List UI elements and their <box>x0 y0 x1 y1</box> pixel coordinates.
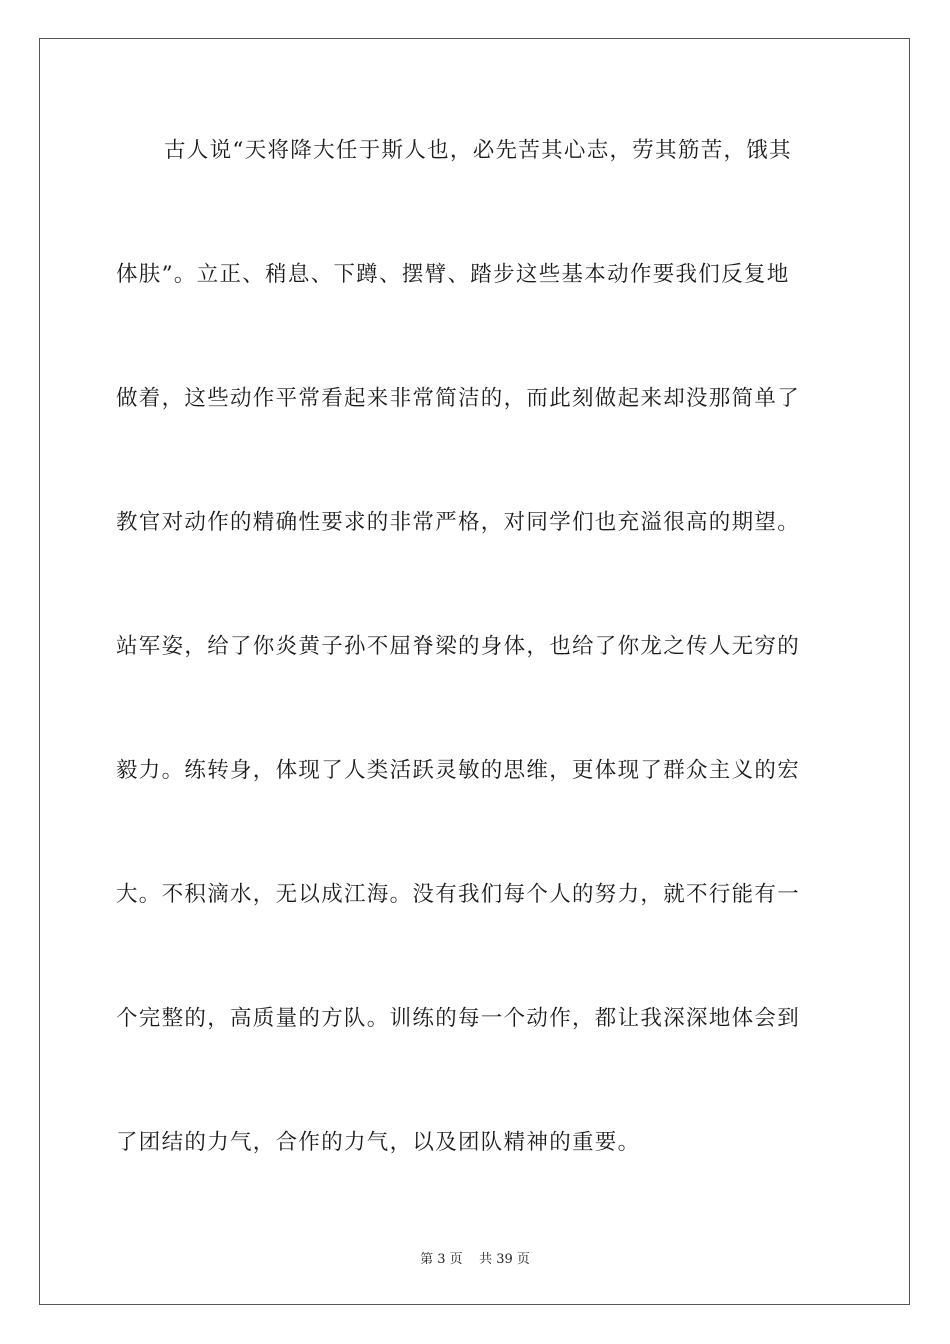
text-line-6: 毅力。练转身，体现了人类活跃灵敏的思维，更体现了群众主义的宏 <box>116 758 801 783</box>
page-number-footer: 第 3 页 共 39 页 <box>420 1252 530 1267</box>
text-line-1: 古人说“天将降大任于斯人也，必先苦其心志，劳其筋苦，饿其 <box>164 138 792 163</box>
text-line-3: 做着，这些动作平常看起来非常简洁的，而此刻做起来却没那简单了 <box>116 386 801 411</box>
body-paragraph <box>116 120 834 1236</box>
text-line-2: 体肤”。立正、稍息、下蹲、摆臂、踏步这些基本动作要我们反复地 <box>116 262 790 287</box>
text-line-9: 了团结的力气，合作的力气，以及团队精神的重要。 <box>116 1130 641 1155</box>
text-line-7: 大。不积滴水，无以成江海。没有我们每个人的努力，就不行能有一 <box>116 882 801 907</box>
text-line-8: 个完整的，高质量的方队。训练的每一个动作，都让我深深地体会到 <box>116 1006 801 1031</box>
text-line-4: 教官对动作的精确性要求的非常严格，对同学们也充溢很高的期望。 <box>116 510 801 535</box>
text-line-5: 站军姿，给了你炎黄子孙不屈脊梁的身体，也给了你龙之传人无穷的 <box>116 634 801 659</box>
